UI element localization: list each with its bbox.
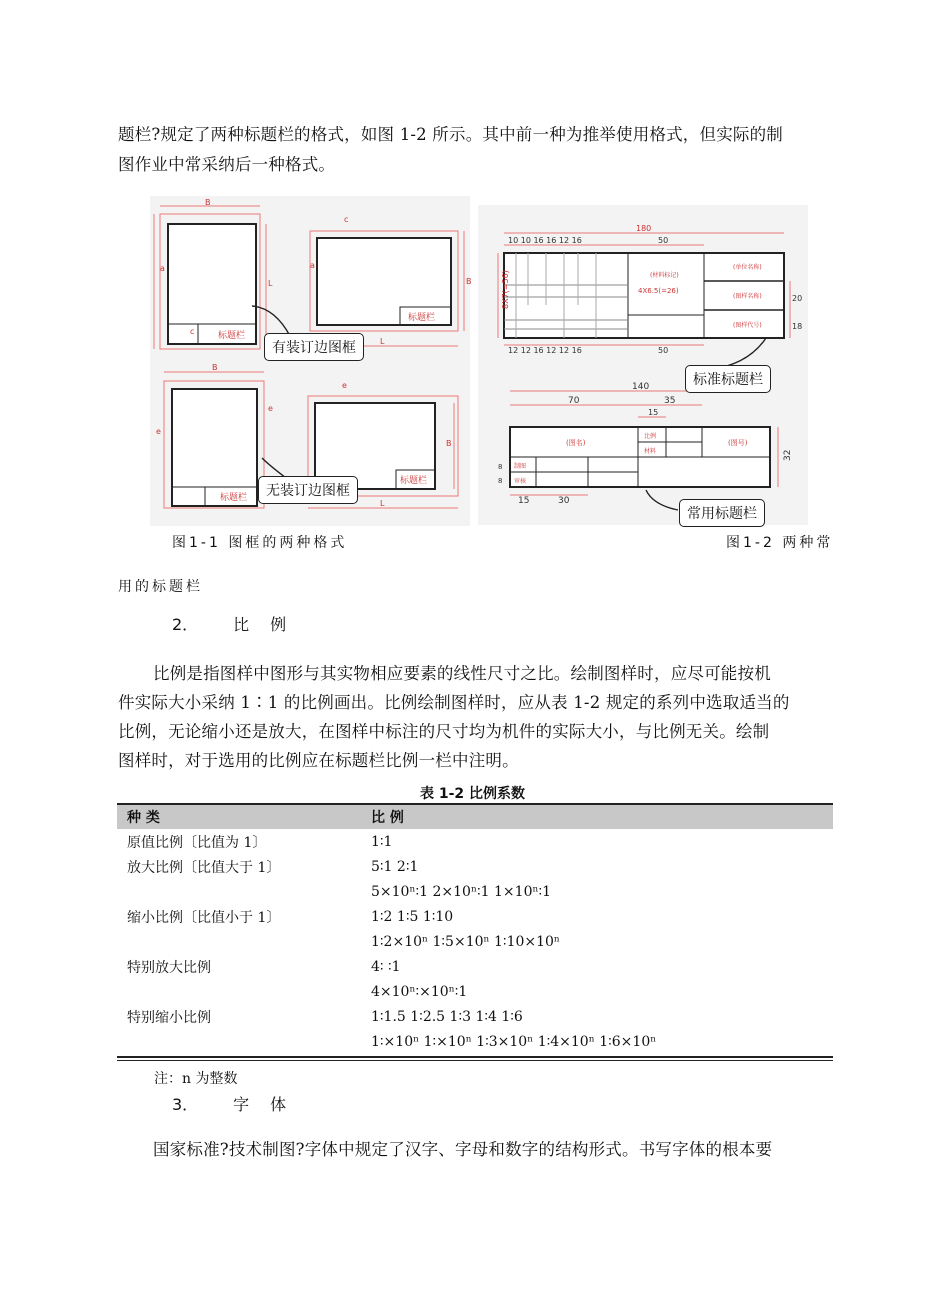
- svg-text:(图名): (图名): [566, 439, 586, 447]
- svg-text:标题栏: 标题栏: [218, 331, 246, 341]
- table-row: [117, 1029, 833, 1054]
- svg-text:15: 15: [648, 408, 659, 417]
- svg-text:4X6.5(=26): 4X6.5(=26): [638, 287, 679, 295]
- para-scale-line-3: 比例，无论缩小还是放大，在图样中标注的尺寸均为机件的实际大小，与比例无关。绘制: [118, 722, 770, 741]
- table-row: [117, 829, 833, 854]
- svg-text:12 12 16 12 12 16: 12 12 16 12 12 16: [508, 346, 582, 355]
- para-fonts-line-1: 国家标准?技术制图?字体中规定了汉字、字母和数字的结构形式。书写字体的根本要: [153, 1140, 773, 1159]
- svg-text:(图样名称): (图样名称): [733, 293, 762, 300]
- table-title: 表 1-2 比例系数: [420, 786, 526, 802]
- caption-figure-1-2: 图1-2 两种常: [726, 535, 834, 551]
- table-row: [117, 929, 833, 954]
- svg-text:(材料标记): (材料标记): [650, 272, 679, 279]
- scale-table: [117, 805, 833, 1054]
- caption-figure-1-1: 图1-1 图框的两种格式: [172, 535, 348, 551]
- table-note: 注：n 为整数: [154, 1071, 238, 1087]
- cell-ratio: 4∶ ∶1: [371, 958, 401, 975]
- cell-category: [117, 929, 361, 954]
- svg-text:18: 18: [792, 322, 803, 331]
- svg-text:比例: 比例: [644, 433, 657, 440]
- svg-text:B: B: [212, 363, 218, 372]
- cell-ratio: 4×10ⁿ∶×10ⁿ∶1: [371, 983, 468, 1000]
- cell-category: 原值比例〔比值为 1〕: [127, 834, 267, 851]
- svg-text:L: L: [380, 499, 385, 508]
- cell-ratio: 1∶1: [371, 833, 393, 850]
- label-standard-title-block: 标准标题栏: [685, 365, 771, 393]
- table-bottom-rule-thin: [117, 1060, 833, 1061]
- svg-text:c: c: [344, 215, 349, 224]
- intro-line-2: 图作业中常采纳后一种格式。: [118, 155, 336, 174]
- scale-table-wrapper: [117, 803, 833, 1061]
- para-scale-line-2: 件实际大小采纳 1∶1 的比例画出。比例绘制图样时，应从表 1-2 规定的系列中选取适当的: [118, 693, 790, 712]
- svg-text:e: e: [342, 381, 347, 390]
- cell-ratio: 1∶×10ⁿ 1∶×10ⁿ 1∶3×10ⁿ 1∶4×10ⁿ 1∶6×10ⁿ: [371, 1033, 657, 1050]
- cell-category: [117, 979, 361, 1004]
- caption-figure-1-2-cont: 用的标题栏: [118, 579, 203, 595]
- svg-text:(图号): (图号): [728, 439, 748, 447]
- cell-category: [117, 1029, 361, 1054]
- svg-text:8: 8: [498, 477, 503, 485]
- cell-ratio: 1∶2 1∶5 1∶10: [371, 908, 454, 925]
- svg-text:20: 20: [792, 294, 803, 303]
- section-title: 比 例: [233, 615, 295, 634]
- cell-category: 放大比例〔比值大于 1〕: [127, 859, 281, 876]
- label-binding-frame: 有装订边图框: [264, 333, 364, 361]
- figure-title-blocks: [478, 205, 808, 525]
- header-category: 种 类: [117, 805, 361, 829]
- table-header-row: [117, 805, 833, 829]
- svg-text:B: B: [205, 198, 211, 207]
- table-row: [117, 879, 833, 904]
- section-number: 2．: [172, 615, 199, 634]
- cell-ratio: 1∶2×10ⁿ 1∶5×10ⁿ 1∶10×10ⁿ: [371, 933, 560, 950]
- cell-category: [117, 879, 361, 904]
- svg-text:标题栏: 标题栏: [408, 313, 436, 323]
- svg-text:材料: 材料: [644, 448, 657, 455]
- label-common-title-block: 常用标题栏: [679, 499, 765, 527]
- figure-frame-formats: [150, 196, 470, 526]
- table-bottom-rule: [117, 1056, 833, 1058]
- svg-text:标题栏: 标题栏: [220, 493, 248, 503]
- cell-category: 缩小比例〔比值小于 1〕: [127, 909, 281, 926]
- svg-text:15: 15: [518, 496, 530, 506]
- svg-text:180: 180: [636, 224, 652, 233]
- svg-text:e: e: [268, 404, 273, 413]
- label-no-binding-frame: 无装订边图框: [258, 476, 358, 504]
- table-row: [117, 979, 833, 1004]
- section-heading-scale: [172, 612, 294, 635]
- svg-text:制图: 制图: [514, 463, 527, 470]
- section-title: 字 体: [233, 1095, 295, 1114]
- svg-text:70: 70: [568, 396, 580, 406]
- intro-line-1: 题栏?规定了两种标题栏的格式，如图 1-2 所示。其中前一种为推举使用格式，但实际的制: [118, 125, 784, 144]
- svg-text:50: 50: [658, 346, 669, 355]
- svg-text:10 10 16 16 12 16: 10 10 16 16 12 16: [508, 236, 582, 245]
- cell-category: 特别缩小比例: [127, 1009, 211, 1026]
- svg-text:32: 32: [783, 449, 793, 461]
- table-row: [117, 954, 833, 979]
- svg-text:(单位名称): (单位名称): [733, 264, 762, 271]
- para-scale-line-4: 图样时，对于选用的比例应在标题栏比例一栏中注明。: [118, 751, 519, 770]
- svg-text:8X7(=56): 8X7(=56): [501, 270, 510, 309]
- svg-text:B: B: [466, 277, 472, 286]
- svg-text:140: 140: [632, 382, 650, 392]
- table-row: [117, 904, 833, 929]
- svg-text:50: 50: [658, 236, 669, 245]
- svg-text:8: 8: [498, 463, 503, 471]
- svg-text:L: L: [380, 337, 385, 346]
- cell-ratio: 5∶1 2∶1: [371, 858, 419, 875]
- header-ratio: 比 例: [361, 805, 833, 829]
- svg-text:a: a: [310, 261, 315, 270]
- para-scale-line-1: 比例是指图样中图形与其实物相应要素的线性尺寸之比。绘制图样时，应尽可能按机: [153, 664, 771, 683]
- table-row: [117, 1004, 833, 1029]
- svg-text:30: 30: [558, 496, 570, 506]
- svg-text:审核: 审核: [514, 478, 527, 485]
- svg-text:标题栏: 标题栏: [400, 476, 428, 486]
- svg-text:35: 35: [664, 396, 676, 406]
- svg-text:c: c: [190, 327, 195, 336]
- table-row: [117, 854, 833, 879]
- cell-ratio: 5×10ⁿ∶1 2×10ⁿ∶1 1×10ⁿ∶1: [371, 883, 552, 900]
- svg-text:(图样代号): (图样代号): [733, 322, 762, 329]
- section-heading-fonts: [172, 1092, 294, 1115]
- svg-text:B: B: [446, 439, 452, 448]
- cell-ratio: 1∶1.5 1∶2.5 1∶3 1∶4 1∶6: [371, 1008, 523, 1025]
- svg-text:a: a: [160, 264, 165, 273]
- svg-text:L: L: [268, 279, 273, 288]
- svg-text:e: e: [156, 427, 161, 436]
- section-number: 3．: [172, 1095, 199, 1114]
- cell-category: 特别放大比例: [127, 959, 211, 976]
